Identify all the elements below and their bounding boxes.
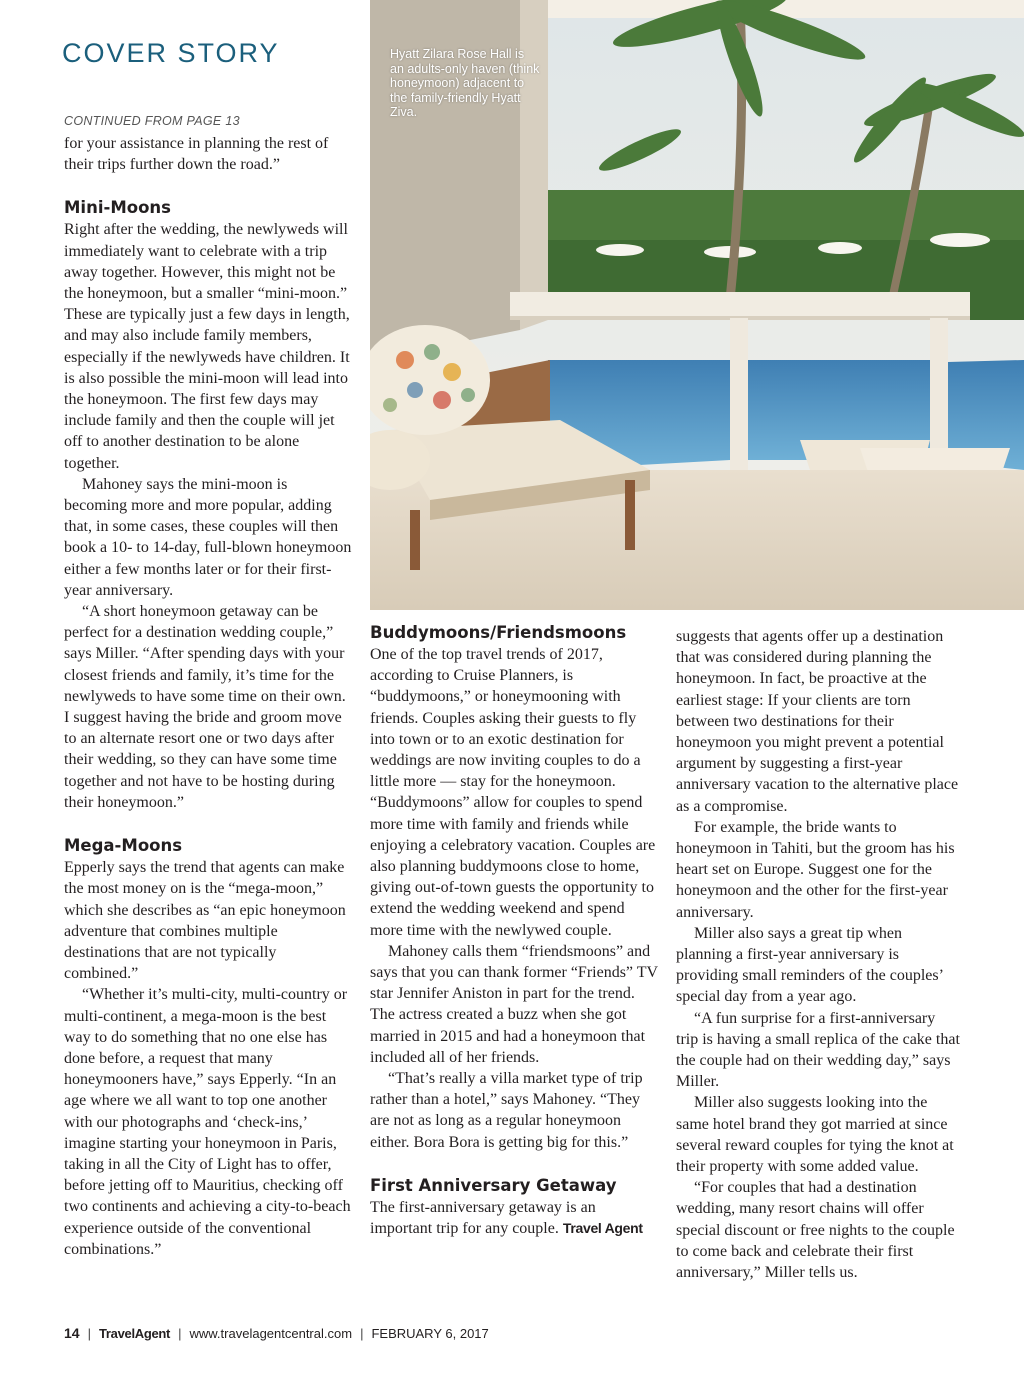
subheading-mini-moons: Mini-Moons [64, 198, 171, 218]
paragraph: One of the top travel trends of 2017, according to Cruise Planners, is “buddymoons,” or honeymooning with friends. Couples asking their guests to fly into town or to an exotic destination for weddings are now inviting couples to do a little more — stay for the honeymoon. “Buddymoons” allow for couples to spend more time with family and friends while enjoying a celebratory vacation. Couples are also planning buddymoons close to home, giving out-of-town guests the opportunity to extend the wedding weekend and spend more time with the newlywed couple. [370, 646, 656, 939]
footer-url[interactable]: www.travelagentcentral.com [189, 1326, 353, 1341]
paragraph: “A fun surprise for a first-anniversary trip is having a small replica of the cake that the couple had on their wedding day,” says Miller. [676, 1009, 960, 1091]
article-column-3 [676, 626, 960, 1283]
continued-note: CONTINUED FROM PAGE 13 [64, 114, 240, 128]
paragraph: “That’s really a villa market type of trip rather than a hotel,” says Mahoney. “They are not as long as a regular honeymoon either. Bora Bora is getting big for this.” [370, 1070, 643, 1151]
footer-date: FEBRUARY 6, 2017 [371, 1326, 489, 1341]
paragraph: Right after the wedding, the newlyweds will immediately want to celebrate with a trip away together. However, this might not be the honeymoon, but a smaller “mini-moon.” These are typically just a few days in length, and may also include family members, especially if the newlyweds have children. It is also possible the mini-moon will lead into the honeymoon. The first few days may include family and then the couple will jet off to another destination to be alone together. [64, 221, 350, 472]
article-column-2 [370, 622, 660, 1239]
paragraph: for your assistance in planning the rest of their trips further down the road.” [64, 135, 329, 174]
photo-caption: Hyatt Zilara Rose Hall is an adults-only haven (think honeymoon) adjacent to the family-friendly Hyatt Ziva. [390, 47, 540, 119]
paragraph: suggests that agents offer up a destination that was considered during planning the honeymoon. In fact, be proactive at the earliest stage: If your clients are torn between two destinations for their honeymoon you might prevent a potential argument by suggesting a first-year anniversary vacation to the alternative place as a compromise. [676, 628, 959, 815]
paragraph: Mahoney says the mini-moon is becoming more and more popular, adding that, in some cases, these couples will then book a 10- to 14-day, full-blown honeymoon either a few months later or for their first-year anniversary. [64, 475, 352, 599]
footer-brand: TravelAgent [98, 1326, 171, 1341]
paragraph: “For couples that had a destination wedding, many resort chains will offer special discount or free nights to the couple to come back and celebrate their first anniversary,” Miller tells us. [676, 1179, 955, 1282]
page-footer: 14 | TravelAgent | www.travelagentcentral.com | FEBRUARY 6, 2017 [64, 1325, 489, 1341]
paragraph: Epperly says the trend that agents can make the most money on is the “mega-moon,” which she describes as “an epic honeymoon adventure that combines multiple destinations that are not typically combined.” [64, 859, 346, 983]
page-number: 14 [64, 1325, 80, 1341]
article-column-1 [64, 133, 354, 1260]
paragraph: “Whether it’s multi-city, multi-country or multi-continent, a mega-moon is the best way to do something that no one else has done before, a request that many honeymooners have,” says Epperly. “In an age where we all want to top one another with our photographs and ‘check-ins,’ imagine starting your honeymoon in Paris, taking in all the City of Light has to offer, before jetting off to Mauritius, checking off two continents and achieving a city-to-beach experience outside of the conventional combinations.” [64, 986, 351, 1258]
section-title: COVER STORY [62, 38, 280, 68]
paragraph: Mahoney calls them “friendsmoons” and says that you can thank former “Friends” TV star Jennifer Aniston in part for the trend. The actress created a buzz when she got married in 2015 and had a honeymoon that included all of her friends. [370, 942, 658, 1066]
paragraph: For example, the bride wants to honeymoon in Tahiti, but the groom has his heart set on Europe. Suggest one for the honeymoon and the other for the first-year anniversary. [676, 818, 955, 921]
subheading-first-anniversary: First Anniversary Getaway [370, 1175, 617, 1195]
paragraph: Miller also suggests looking into the same hotel brand they got married at since several reward couples for tying the knot at their property with some added value. [676, 1094, 954, 1176]
signature: Travel Agent [562, 1220, 643, 1237]
subheading-mega-moons: Mega-Moons [64, 836, 183, 856]
paragraph-text: The first-anniversary getaway is an important trip for any couple. [370, 1198, 596, 1238]
paragraph: “A short honeymoon getaway can be perfect for a destination wedding couple,” says Miller. “After spending days with your closest friends and family, it’s time for the newlyweds to have some time on their own. I suggest having the bride and groom move to an alternate resort one or two days after their wedding, so they can have some time together and not have to be hosting during their honeymoon.” [64, 603, 346, 811]
subheading-buddymoons: Buddymoons/Friendsmoons [370, 623, 627, 642]
paragraph: Miller also says a great tip when planning a first-year anniversary is providing small reminders of the couples’ special day from a year ago. [676, 924, 943, 1006]
paragraph-with-signature [370, 1197, 660, 1239]
